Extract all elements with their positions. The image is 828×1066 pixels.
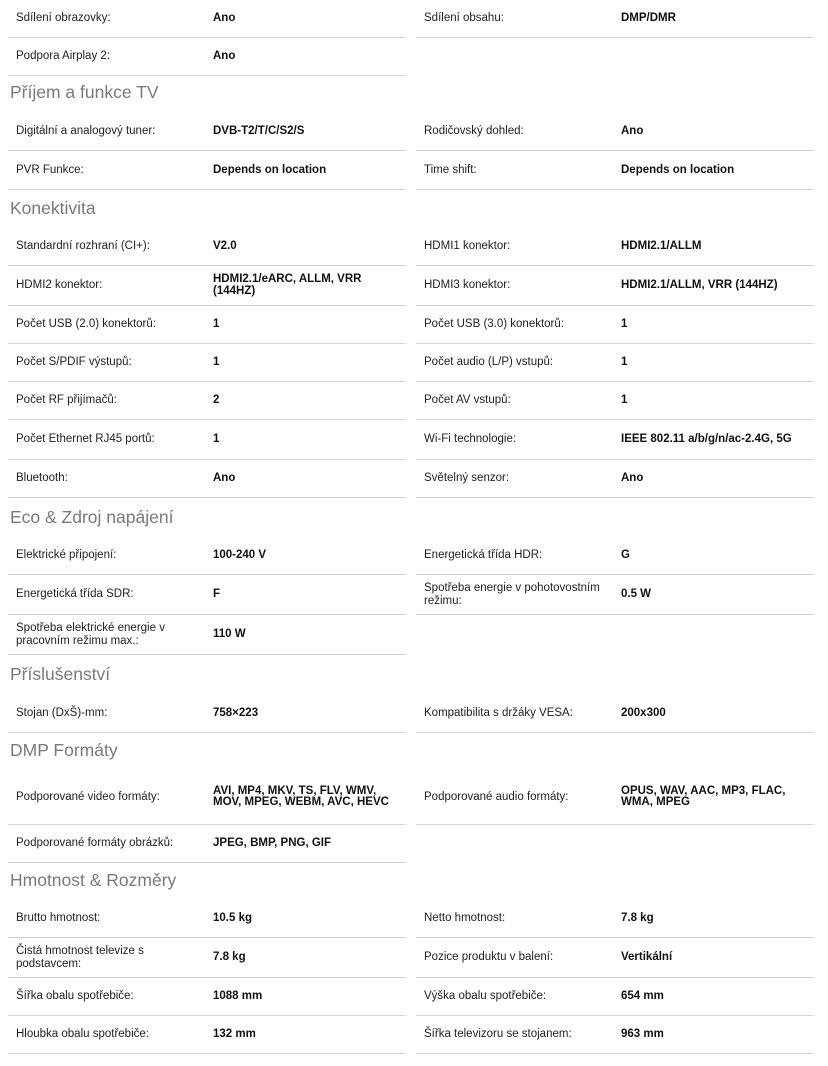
spec-row <box>8 978 406 1016</box>
spec-row <box>8 152 406 190</box>
spec-label: HDMI2 konektor: <box>16 279 103 292</box>
spec-row <box>416 228 814 266</box>
spec-value: Ano <box>212 38 406 75</box>
spec-label: Počet Ethernet RJ45 portů: <box>16 433 155 446</box>
spec-label: Stojan (DxŠ)-mm: <box>16 707 108 720</box>
spec-row <box>416 420 814 460</box>
spec-value: 758×223 <box>212 695 406 732</box>
spec-value: JPEG, BMP, PNG, GIF <box>212 825 406 862</box>
spec-row <box>8 825 406 863</box>
spec-label: Elektrické připojení: <box>16 549 117 562</box>
spec-row <box>416 0 814 38</box>
spec-label: Počet RF přijímačů: <box>16 394 117 407</box>
spec-label: Kompatibilita s držáky VESA: <box>424 707 573 720</box>
spec-row <box>8 460 406 498</box>
spec-label: Počet USB (2.0) konektorů: <box>16 318 156 331</box>
spec-label: HDMI1 konektor: <box>424 240 511 253</box>
spec-row <box>8 695 406 733</box>
spec-value: Depends on location <box>620 152 814 189</box>
spec-label: Počet USB (3.0) konektorů: <box>424 318 564 331</box>
spec-row <box>416 1016 814 1054</box>
spec-value: Depends on location <box>212 152 406 189</box>
section-title-eco: Eco & Zdroj napájení <box>10 507 174 527</box>
spec-row <box>8 382 406 420</box>
section-title-weight: Hmotnost & Rozměry <box>10 870 177 890</box>
spec-row <box>8 420 406 460</box>
spec-row <box>8 0 406 38</box>
spec-label: Podporované audio formáty: <box>424 790 569 803</box>
section-title-connectivity: Konektivita <box>10 198 96 218</box>
spec-label: Podporované formáty obrázků: <box>16 837 174 850</box>
spec-row <box>8 615 406 655</box>
spec-value: Vertikální <box>620 938 814 977</box>
spec-label: Bluetooth: <box>16 472 68 485</box>
spec-row <box>416 152 814 190</box>
spec-row <box>416 938 814 978</box>
spec-row <box>416 382 814 420</box>
spec-value: V2.0 <box>212 228 406 265</box>
spec-label: Spotřeba elektrické energie v pracovním režimu max.: <box>16 622 165 647</box>
spec-value: HDMI2.1/ALLM, VRR (144HZ) <box>620 266 814 305</box>
spec-label: Šířka obalu spotřebiče: <box>16 990 134 1003</box>
spec-label: Světelný senzor: <box>424 472 510 485</box>
spec-row <box>8 1016 406 1054</box>
spec-value: 654 mm <box>620 978 814 1015</box>
spec-value: HDMI2.1/eARC, ALLM, VRR (144HZ) <box>212 266 406 305</box>
spec-value: Ano <box>620 460 814 497</box>
spec-value: Ano <box>212 460 406 497</box>
spec-value: 1 <box>212 306 406 343</box>
spec-row <box>416 575 814 615</box>
spec-row <box>8 113 406 151</box>
spec-row <box>416 266 814 306</box>
spec-value: 100-240 V <box>212 537 406 574</box>
spec-row <box>416 460 814 498</box>
spec-label: Šířka televizoru se stojanem: <box>424 1028 572 1041</box>
spec-row <box>8 575 406 615</box>
spec-label: Počet audio (L/P) vstupů: <box>424 356 554 369</box>
spec-row <box>8 306 406 344</box>
spec-value: 7.8 kg <box>620 900 814 937</box>
spec-label: Energetická třída SDR: <box>16 588 134 601</box>
spec-row <box>8 938 406 978</box>
spec-row <box>8 770 406 825</box>
spec-row <box>416 306 814 344</box>
spec-label: Wi-Fi technologie: <box>424 433 517 446</box>
spec-row <box>8 266 406 306</box>
spec-label: Sdílení obsahu: <box>424 12 504 25</box>
spec-value: G <box>620 537 814 574</box>
spec-value: 1 <box>620 382 814 419</box>
spec-label: Rodičovský dohled: <box>424 125 524 138</box>
spec-value: 110 W <box>212 615 406 654</box>
spec-label: Spotřeba energie v pohotovostním režimu: <box>424 582 600 607</box>
spec-row <box>8 344 406 382</box>
spec-value: Ano <box>620 113 814 150</box>
section-title-accessories: Příslušenství <box>10 664 111 684</box>
spec-value: HDMI2.1/ALLM <box>620 228 814 265</box>
spec-value: 1 <box>620 344 814 381</box>
spec-label: Time shift: <box>424 164 477 177</box>
spec-row <box>416 695 814 733</box>
spec-row <box>416 537 814 575</box>
spec-row <box>8 537 406 575</box>
spec-value: 10.5 kg <box>212 900 406 937</box>
spec-row <box>416 978 814 1016</box>
spec-row <box>8 900 406 938</box>
spec-label: Počet S/PDIF výstupů: <box>16 356 132 369</box>
spec-value: 200x300 <box>620 695 814 732</box>
section-title-dmp: DMP Formáty <box>10 740 118 760</box>
spec-row <box>416 770 814 825</box>
spec-value: DMP/DMR <box>620 0 814 37</box>
spec-row <box>416 113 814 151</box>
spec-row <box>416 900 814 938</box>
spec-value: 0.5 W <box>620 575 814 614</box>
spec-label: Hloubka obalu spotřebiče: <box>16 1028 149 1041</box>
spec-label: Čistá hmotnost televize s podstavcem: <box>16 945 144 970</box>
spec-value: 1 <box>212 420 406 459</box>
spec-value: 1 <box>212 344 406 381</box>
spec-label: Podpora Airplay 2: <box>16 50 110 63</box>
spec-label: Pozice produktu v balení: <box>424 951 554 964</box>
spec-label: Energetická třída HDR: <box>424 549 543 562</box>
spec-label: HDMI3 konektor: <box>424 279 511 292</box>
spec-value: 1 <box>620 306 814 343</box>
spec-value: 2 <box>212 382 406 419</box>
spec-value: 7.8 kg <box>212 938 406 977</box>
spec-label: Netto hmotnost: <box>424 912 506 925</box>
spec-label: Standardní rozhraní (CI+): <box>16 240 150 253</box>
spec-value: AVI, MP4, MKV, TS, FLV, WMV, MOV, MPEG, WEBM, AVC, HEVC <box>212 770 406 824</box>
spec-value: 132 mm <box>212 1016 406 1053</box>
spec-label: Sdílení obrazovky: <box>16 12 111 25</box>
spec-value: IEEE 802.11 a/b/g/n/ac-2.4G, 5G <box>620 420 814 459</box>
spec-value: F <box>212 575 406 614</box>
spec-label: Brutto hmotnost: <box>16 912 101 925</box>
spec-row <box>8 228 406 266</box>
spec-row <box>416 344 814 382</box>
spec-label: Výška obalu spotřebiče: <box>424 990 547 1003</box>
spec-value: 1088 mm <box>212 978 406 1015</box>
spec-row <box>8 38 406 76</box>
spec-label: PVR Funkce: <box>16 164 84 177</box>
spec-label: Digitální a analogový tuner: <box>16 125 156 138</box>
spec-value: DVB-T2/T/C/S2/S <box>212 113 406 150</box>
spec-label: Počet AV vstupů: <box>424 394 511 407</box>
spec-value: Ano <box>212 0 406 37</box>
spec-value: 963 mm <box>620 1016 814 1053</box>
spec-value: OPUS, WAV, AAC, MP3, FLAC, WMA, MPEG <box>620 770 814 824</box>
spec-label: Podporované video formáty: <box>16 790 160 803</box>
section-title-tv: Příjem a funkce TV <box>10 82 159 102</box>
